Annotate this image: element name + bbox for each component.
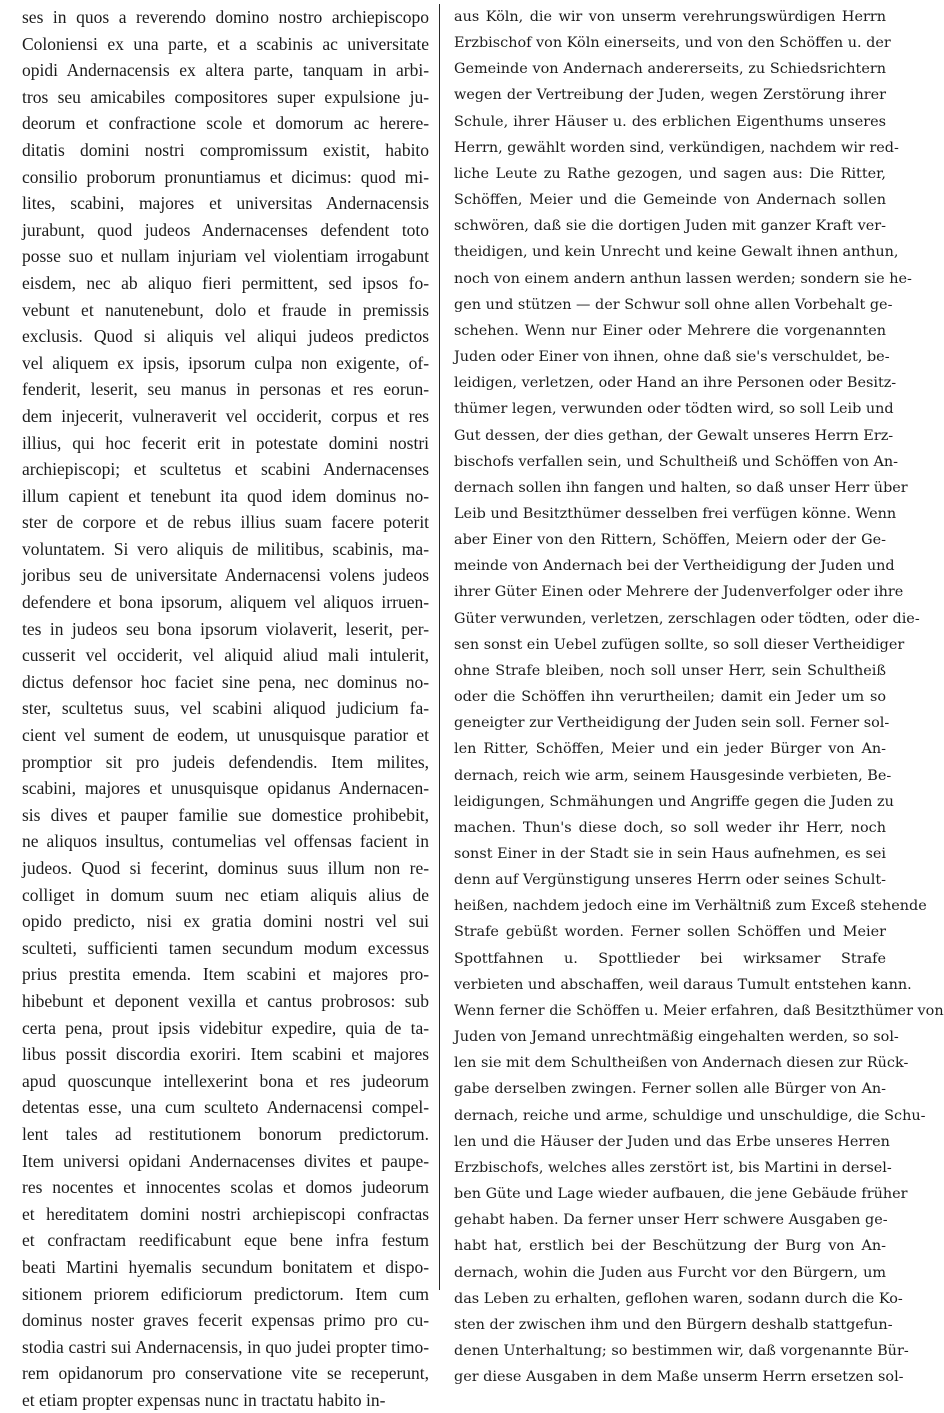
- german-text-line: habt hat, erstlich bei der Beschützung der Burg von An-: [454, 1238, 886, 1255]
- latin-text-line: posse suo et nullam injuriam vel violentiam irrogabunt: [22, 246, 430, 267]
- latin-text-line: detentas esse, una cum sculteto Andernacensi compel-: [22, 1097, 430, 1118]
- german-text-line: aber Einer von den Rittern, Schöffen, Meiern oder der Ge-: [454, 532, 886, 549]
- german-text-line: gehabt haben. Da ferner unser Herr schwere Ausgaben ge-: [454, 1212, 888, 1229]
- german-text-line: Juden oder Einer von ihnen, ohne daß sie's verschuldet, be-: [454, 349, 890, 366]
- german-text-line: noch von einem andern anthun lassen werden; sondern sie he-: [454, 270, 912, 287]
- latin-text-line: hibebunt et deponent vexilla et cantus probrosos: sub: [22, 990, 430, 1011]
- german-text-line: schwören, daß sie die dortigen Juden mit ganzer Kraft ver-: [454, 218, 886, 235]
- german-text-line: ohne Strafe bleiben, noch soll unser Herr, sein Schultheiß: [454, 662, 886, 679]
- german-text-line: dernach, wohin die Juden aus Furcht vor den Bürgern, um: [454, 1264, 886, 1281]
- latin-text-line: jurabunt, quod judeos Andernacenses defendent toto: [22, 219, 430, 240]
- latin-text-line: sitionem priorem edificiorum predictorum. Item cum: [22, 1283, 430, 1304]
- latin-text-line: Coloniensi ex una parte, et a scabinis ac universitate: [22, 33, 430, 54]
- german-text-line: verbieten und abschaffen, weil daraus Tumult entstehen kann.: [454, 976, 912, 993]
- german-text-line: leidigen, verletzen, oder Hand an ihre Personen oder Besitz-: [454, 375, 897, 392]
- german-text-line: Strafe gebüßt worden. Ferner sollen Schöffen und Meier: [454, 924, 886, 941]
- latin-text-column: [22, 4, 430, 1410]
- german-text-line: sten der zwischen ihm und den Bürgern deshalb stattgefun-: [454, 1316, 893, 1333]
- german-text-line: len sie mit dem Schultheißen von Andernach diesen zur Rück-: [454, 1055, 909, 1072]
- latin-text-line: eisdem, nec ab aliquo fieri permittent, sed ipsos fo-: [22, 272, 430, 293]
- latin-text-line: ster, scultetus suus, vel scabini aliquod judicium fa-: [22, 698, 430, 719]
- latin-text-line: deorum et confractione scole et domorum ac herere-: [22, 113, 430, 134]
- german-text-line: len Ritter, Schöffen, Meier und ein jeder Bürger von An-: [454, 741, 886, 758]
- german-text-column: [454, 4, 944, 1386]
- latin-text-line: opidi Andernacensis ex altera parte, tanquam in arbi-: [22, 60, 430, 81]
- latin-text-line: vel aliquem ex ipsis, ipsorum culpa non exigente, of-: [22, 352, 430, 373]
- german-text-line: Erzbischof von Köln einerseits, und von den Schöffen u. der: [454, 35, 891, 52]
- column-divider: [439, 4, 440, 1290]
- german-text-line: ger diese Ausgaben in dem Maße unserm Herrn ersetzen sol-: [454, 1369, 904, 1386]
- latin-text-line: vebunt et nanutenebunt, dolo et fraude in premissis: [22, 299, 430, 320]
- german-text-line: oder die Schöffen ihn verurtheilen; damit ein Jeder um so: [454, 689, 886, 706]
- german-text-line: Spottfahnen u. Spottlieder bei wirksamer Strafe: [454, 950, 886, 967]
- latin-text-line: defendere et bona ipsorum, aliquem vel aliquos irruen-: [22, 592, 430, 613]
- german-text-line: aus Köln, die wir von unserm verehrungswürdigen Herrn: [454, 9, 886, 25]
- latin-text-line: voluntatem. Si vero aliquis de militibus, scabinis, ma-: [22, 538, 430, 559]
- latin-text-line: consilio proborum pronuntiamus et dicimus: quod mi-: [22, 166, 430, 187]
- latin-text-line: opido predicto, nisi ex gratia domini nostri vel sui: [22, 911, 430, 932]
- latin-text-line: libus possit discordia exoriri. Item scabini et majores: [22, 1044, 430, 1065]
- latin-text-line: fenderit, leserit, seu manus in personas et res eorun-: [22, 379, 430, 400]
- latin-text-line: tros seu amicabiles compositores super expulsione ju-: [22, 86, 430, 107]
- latin-text-line: illius, qui hoc fecerit erit in potestate domini nostri: [22, 432, 430, 453]
- german-text-line: Herrn, gewählt worden sind, verkündigen, nachdem wir red-: [454, 139, 899, 156]
- german-text-line: ben Güte und Lage wieder aufbauen, die jene Gebäude früher: [454, 1186, 908, 1203]
- german-text-line: das Leben zu erhalten, geflohen waren, sodann durch die Ko-: [454, 1290, 903, 1307]
- german-text-line: heißen, nachdem jedoch eine im Verhältniß zum Exceß stehende: [454, 898, 927, 915]
- latin-text-line: dominus noster graves fecerit expensas primo pro cu-: [22, 1310, 430, 1331]
- german-text-line: wegen der Vertreibung der Juden, wegen Zerstörung ihrer: [454, 87, 886, 104]
- german-text-line: Wenn ferner die Schöffen u. Meier erfahren, daß Besitzthümer von: [454, 1002, 944, 1019]
- latin-text-line: rem opidanorum pro conservatione vite se receperunt,: [22, 1363, 430, 1384]
- latin-text-line: lites, scabini, majores et universitas Andernacensis: [22, 193, 430, 214]
- latin-text-line: Item universi opidani Andernacenses divites et paupe-: [22, 1150, 430, 1171]
- german-text-line: bischofs verfallen sein, und Schultheiß und Schöffen von An-: [454, 453, 899, 470]
- latin-text-line: illum capient et tenebunt ita quod idem dominus no-: [22, 485, 430, 506]
- latin-text-line: cusserit vel occiderit, vel aliquid aliud mali intulerit,: [22, 645, 430, 666]
- latin-text-line: exclusis. Quod si aliquis vel aliqui judeos predictos: [22, 326, 430, 347]
- latin-text-line: certa pena, prout ipsis videbitur expedire, quia de ta-: [22, 1017, 430, 1038]
- latin-text-line: prius prestita emenda. Item scabini et majores pro-: [22, 964, 430, 985]
- german-text-line: Leib und Besitzthümer desselben frei verfügen könne. Wenn: [454, 505, 897, 522]
- latin-text-line: joribus seu de universitate Andernacensi volens judeos: [22, 565, 430, 586]
- german-text-line: dernach, reiche und arme, schuldige und unschuldige, die Schu-: [454, 1107, 926, 1124]
- latin-text-line: tes in judeos seu bona ipsorum violaverit, leserit, per-: [22, 618, 430, 639]
- german-text-line: thümer legen, verwunden oder tödten wird, so soll Leib und: [454, 401, 894, 418]
- german-text-line: Gut dessen, der dies gethan, der Gewalt unseres Herrn Erz-: [454, 427, 894, 444]
- german-text-line: gen und stützen — der Schwur soll ohne allen Vorbehalt ge-: [454, 296, 893, 313]
- german-text-line: liche Leute zu Rathe gezogen, und sagen aus: Die Ritter,: [454, 165, 886, 182]
- latin-text-line: sis dives et pauper familie sue domestice prohibebit,: [22, 804, 430, 825]
- latin-text-line: sculteti, sufficienti tamen secundum modum excessus: [22, 937, 430, 958]
- latin-text-line: et hereditatem domini nostri archiepiscopi confractas: [22, 1203, 430, 1224]
- latin-text-line: colliget in domum suum nec etiam aliquis alius de: [22, 884, 430, 905]
- german-text-line: dernach sollen ihn fangen und halten, so daß unser Herr über: [454, 479, 908, 496]
- german-text-line: sen sonst ein Uebel zufügen sollte, so soll dieser Vertheidiger: [454, 636, 905, 653]
- german-text-line: ihrer Güter Einen oder Mehrere der Judenverfolger oder ihre: [454, 584, 904, 601]
- latin-text-line: dem injecerit, vulneraverit vel occiderit, corpus et res: [22, 405, 430, 426]
- latin-text-line: ditatis domini nostri compromissum existit, habito: [22, 139, 430, 160]
- german-text-line: Güter verwunden, verletzen, zerschlagen oder tödten, oder die-: [454, 610, 920, 627]
- german-text-line: meinde von Andernach bei der Vertheidigung der Juden und: [454, 558, 895, 575]
- latin-text-line: cient vel sument de eodem, ut unusquisque paratior et: [22, 725, 430, 746]
- german-text-line: Erzbischofs, welches alles zerstört ist, bis Martini in dersel-: [454, 1159, 892, 1176]
- latin-text-line: archiepiscopi; et scultetus et scabini Andernacenses: [22, 459, 430, 480]
- latin-text-line: promptior sit pro judeis defendendis. Item milites,: [22, 751, 430, 772]
- latin-text-line: scabini, majores et unusquisque opidanus Andernacen-: [22, 778, 430, 799]
- german-text-line: denen Unterhaltung; so bestimmen wir, daß vorgenannte Bür-: [454, 1342, 909, 1359]
- german-text-line: dernach, reich wie arm, seinem Hausgesinde verbieten, Be-: [454, 767, 892, 784]
- german-text-line: Schöffen, Meier und die Gemeinde von Andernach sollen: [454, 192, 886, 209]
- german-text-line: denn auf Vergünstigung unseres Herrn oder seines Schult-: [454, 872, 886, 889]
- latin-text-line: lent tales ad restitutionem bonorum predictorum.: [22, 1123, 430, 1144]
- latin-text-line: judeos. Quod si fecerint, dominus suus illum non re-: [22, 858, 430, 878]
- german-text-line: Juden von Jemand unrechtmäßig eingehalten werden, so sol-: [454, 1029, 899, 1046]
- latin-text-line: res nocentes et innocentes scolas et domos judeorum: [22, 1177, 430, 1198]
- german-text-line: sonst Einer in der Stadt sie in sein Haus aufnehmen, es sei: [454, 846, 886, 862]
- german-text-line: Schule, ihrer Häuser u. des erblichen Eigenthums unseres: [454, 113, 886, 130]
- latin-text-line: ster de corpore et de rebus illius suam facere poterit: [22, 512, 430, 533]
- latin-text-line: ses in quos a reverendo domino nostro archiepiscopo: [22, 7, 430, 27]
- latin-text-line: beati Martini hyemalis secundum bonitatem et dispo-: [22, 1256, 430, 1277]
- latin-text-line: ne aliquos insultus, contumelias vel offensas facient in: [22, 831, 430, 852]
- german-text-line: machen. Thun's diese doch, so soll weder ihr Herr, noch: [454, 819, 886, 836]
- latin-text-line: et confractam reedificabunt eque bene infra festum: [22, 1230, 430, 1251]
- latin-text-line: dictus defensor hoc faciet sine pena, nec dominus no-: [22, 671, 430, 692]
- latin-text-line: apud quoscunque intellexerint bona et res judeorum: [22, 1070, 430, 1091]
- german-text-line: theidigen, und kein Unrecht und keine Gewalt ihnen anthun,: [454, 244, 899, 261]
- latin-text-line: et etiam propter expensas nunc in tractatu habito in-: [22, 1389, 386, 1410]
- german-text-line: Gemeinde von Andernach andererseits, zu Schiedsrichtern: [454, 61, 886, 78]
- german-text-line: schehen. Wenn nur Einer oder Mehrere die vorgenannten: [454, 322, 886, 339]
- latin-text-line: stodia castri sui Andernacensis, in quo judei propter timo-: [22, 1336, 430, 1357]
- german-text-line: geneigter zur Vertheidigung der Juden sein soll. Ferner sol-: [454, 715, 890, 732]
- german-text-line: leidigungen, Schmähungen und Angriffe gegen die Juden zu: [454, 793, 894, 810]
- german-text-line: gabe derselben zwingen. Ferner sollen alle Bürger von An-: [454, 1081, 886, 1098]
- german-text-line: len und die Häuser der Juden und das Erbe unseres Herren: [454, 1133, 890, 1150]
